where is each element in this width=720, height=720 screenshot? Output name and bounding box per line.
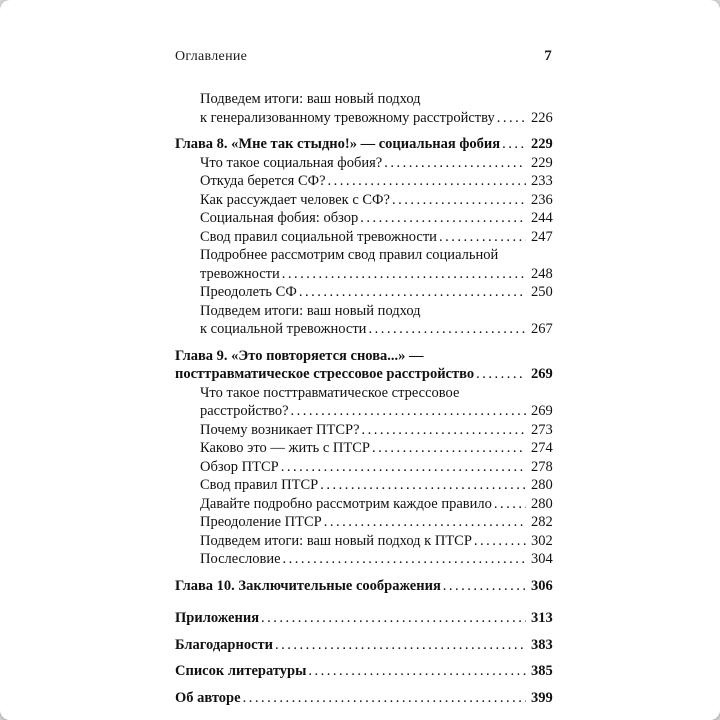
toc-sub-entry bbox=[175, 209, 552, 228]
toc-entry-title: Послесловие bbox=[200, 551, 281, 567]
dot-leader bbox=[297, 283, 526, 302]
toc-entry-title: Глава 9. «Это повторяется снова...» — bbox=[175, 347, 424, 364]
toc-entry-page-number: 226 bbox=[531, 109, 553, 126]
toc-entry-page-number: 236 bbox=[531, 191, 553, 208]
toc-entry-title: Список литературы bbox=[175, 663, 307, 679]
toc-entry-page-number: 269 bbox=[531, 403, 553, 419]
toc-entry-page-number: 248 bbox=[531, 265, 553, 282]
toc-entry-page-number: 399 bbox=[531, 689, 553, 706]
dot-leader bbox=[273, 636, 526, 655]
toc-sub-entry bbox=[175, 154, 552, 173]
toc-chapter-entry bbox=[175, 689, 552, 708]
toc-entry-page-number: 274 bbox=[531, 440, 553, 456]
running-head bbox=[175, 48, 552, 65]
toc-entry-line bbox=[200, 402, 552, 421]
toc-entry-line bbox=[200, 283, 552, 302]
page-number: 7 bbox=[544, 48, 552, 64]
dot-leader bbox=[390, 191, 526, 210]
toc-entry-page-number: 250 bbox=[531, 284, 553, 300]
toc-entry-page-number: 267 bbox=[531, 321, 553, 337]
toc-entry-page-number: 383 bbox=[531, 636, 553, 653]
toc-entry-page-number: 302 bbox=[531, 532, 553, 549]
dot-leader bbox=[281, 550, 526, 569]
toc-entry-title: тревожности bbox=[200, 265, 280, 282]
toc-entry-page-number: 313 bbox=[531, 610, 553, 626]
toc-entry-line bbox=[200, 384, 552, 403]
toc-entry-title: посттравматическое стрессовое расстройство bbox=[175, 366, 475, 382]
dot-leader bbox=[472, 532, 526, 551]
toc-entry-title: Свод правил социальной тревожности bbox=[200, 228, 437, 245]
toc-entry-page-number: 278 bbox=[531, 458, 553, 475]
toc-entry-line bbox=[200, 228, 552, 247]
toc-entry-title: Социальная фобия: обзор bbox=[200, 210, 359, 226]
toc-sub-entry bbox=[175, 384, 552, 421]
toc-entry-title: Об авторе bbox=[175, 689, 241, 706]
dot-leader bbox=[370, 439, 526, 458]
toc-entry-line bbox=[200, 154, 552, 173]
toc-entry-line bbox=[175, 609, 552, 628]
toc-entry-line bbox=[175, 365, 552, 384]
toc-sub-entry bbox=[175, 246, 552, 283]
toc-chapter-entry bbox=[175, 662, 552, 681]
toc-entry-title: Обзор ПТСР bbox=[200, 458, 279, 475]
dot-leader bbox=[306, 662, 526, 681]
toc-entry-line bbox=[200, 421, 552, 440]
toc-entry-line bbox=[200, 532, 552, 551]
toc-entry-title: Давайте подробно рассмотрим каждое правило bbox=[200, 495, 492, 512]
toc-chapter-entry bbox=[175, 636, 552, 655]
dot-leader bbox=[474, 365, 526, 384]
toc-sub-entry bbox=[175, 228, 552, 247]
toc-entry-title: к генерализованному тревожному расстройству bbox=[200, 109, 495, 126]
toc-chapter-entry bbox=[175, 347, 552, 384]
toc-entry-page-number: 269 bbox=[531, 366, 553, 382]
toc-entry-line bbox=[175, 577, 552, 596]
toc-entry-page-number: 306 bbox=[531, 577, 553, 594]
dot-leader bbox=[326, 172, 526, 191]
toc-entry-line bbox=[175, 135, 552, 154]
toc-entry-line bbox=[200, 495, 552, 514]
toc-chapter-entry bbox=[175, 609, 552, 628]
dot-leader bbox=[441, 577, 526, 596]
toc-chapter-entry bbox=[175, 577, 552, 596]
toc-entry-page-number: 385 bbox=[531, 663, 553, 679]
dot-leader bbox=[360, 421, 526, 440]
toc-entry-title: Как рассуждает человек с СФ? bbox=[200, 191, 390, 208]
toc-entry-page-number: 273 bbox=[531, 421, 553, 438]
toc-entry-line bbox=[200, 550, 552, 569]
dot-leader bbox=[492, 495, 526, 514]
toc-entry-line bbox=[200, 191, 552, 210]
toc-entry-page-number: 244 bbox=[531, 210, 553, 226]
dot-leader bbox=[318, 476, 526, 495]
dot-leader bbox=[500, 135, 526, 154]
toc-entry-title: Откуда берется СФ? bbox=[200, 173, 326, 189]
toc-entry-line bbox=[200, 320, 552, 339]
toc-entry-line bbox=[200, 302, 552, 321]
dot-leader bbox=[259, 609, 526, 628]
toc-entry-title: Что такое посттравматическое стрессовое bbox=[200, 384, 460, 401]
toc-entry-title: Подведем итоги: ваш новый подход bbox=[200, 302, 421, 319]
toc-entry-title: Приложения bbox=[175, 610, 260, 626]
toc-entry-line bbox=[175, 689, 552, 708]
toc-entry-page-number: 280 bbox=[531, 477, 553, 493]
toc-entry-title: Глава 8. «Мне так стыдно!» — социальная фобия bbox=[175, 136, 501, 152]
toc-entry-title: Благодарности bbox=[175, 636, 274, 653]
toc-entry-line bbox=[200, 209, 552, 228]
toc-sub-entry bbox=[175, 550, 552, 569]
toc-entry-line bbox=[200, 265, 552, 284]
toc-entry-title: Преодоление ПТСР bbox=[200, 514, 322, 530]
toc-entry-line bbox=[175, 636, 552, 655]
dot-leader bbox=[495, 109, 526, 128]
toc-entry-line bbox=[200, 172, 552, 191]
toc-sub-entry bbox=[175, 476, 552, 495]
dot-leader bbox=[322, 513, 526, 532]
toc-entry-page-number: 229 bbox=[531, 136, 553, 152]
toc-entry-line bbox=[175, 662, 552, 681]
toc-sub-entry bbox=[175, 172, 552, 191]
toc-entry-title: к социальной тревожности bbox=[200, 321, 367, 337]
dot-leader bbox=[279, 458, 526, 477]
toc-entry-title: Что такое социальная фобия? bbox=[200, 154, 383, 171]
toc-entry-title: Подведем итоги: ваш новый подход bbox=[200, 91, 421, 107]
toc-entry-title: Подробнее рассмотрим свод правил социальной bbox=[200, 247, 499, 263]
toc-entry-title: расстройство? bbox=[200, 403, 289, 419]
toc-entry-line bbox=[200, 246, 552, 265]
toc-sub-entry bbox=[175, 495, 552, 514]
toc-entry-title: Преодолеть СФ bbox=[200, 284, 297, 300]
toc-entry-page-number: 247 bbox=[531, 228, 553, 245]
toc-entry-title: Свод правил ПТСР bbox=[200, 477, 319, 493]
toc-sub-entry bbox=[175, 302, 552, 339]
toc-sub-entry bbox=[175, 421, 552, 440]
toc-entry-title: Подведем итоги: ваш новый подход к ПТСР bbox=[200, 532, 472, 549]
toc-entry-title: Почему возникает ПТСР? bbox=[200, 421, 360, 438]
dot-leader bbox=[358, 209, 526, 228]
toc-chapter-entry bbox=[175, 135, 552, 154]
toc-sub-entry bbox=[175, 458, 552, 477]
toc-entry-page-number: 280 bbox=[531, 495, 553, 512]
dot-leader bbox=[280, 265, 526, 284]
dot-leader bbox=[289, 402, 526, 421]
toc-entry-page-number: 229 bbox=[531, 154, 553, 171]
running-head-title: Оглавление bbox=[175, 49, 248, 64]
toc-entry-line bbox=[200, 439, 552, 458]
toc-sub-entry bbox=[175, 513, 552, 532]
toc-entry-line bbox=[200, 109, 552, 128]
toc-sub-entry bbox=[175, 439, 552, 458]
toc-entry-line bbox=[200, 90, 552, 109]
dot-leader bbox=[382, 154, 526, 173]
toc-entry-page-number: 282 bbox=[531, 514, 553, 530]
dot-leader bbox=[366, 320, 526, 339]
toc-entry-line bbox=[175, 347, 552, 366]
toc-list bbox=[175, 90, 552, 707]
toc-sub-entry bbox=[175, 191, 552, 210]
toc-entry-title: Каково это — жить с ПТСР bbox=[200, 440, 370, 456]
dot-leader bbox=[437, 228, 526, 247]
dot-leader bbox=[241, 689, 526, 708]
toc-entry-line bbox=[200, 513, 552, 532]
toc-entry-line bbox=[200, 476, 552, 495]
toc-entry-page-number: 304 bbox=[531, 551, 553, 567]
toc-sub-entry bbox=[175, 283, 552, 302]
toc-entry-page-number: 233 bbox=[531, 173, 553, 189]
toc-sub-entry bbox=[175, 532, 552, 551]
toc-entry-title: Глава 10. Заключительные соображения bbox=[175, 577, 441, 594]
toc-sub-entry bbox=[175, 90, 552, 127]
toc-entry-line bbox=[200, 458, 552, 477]
